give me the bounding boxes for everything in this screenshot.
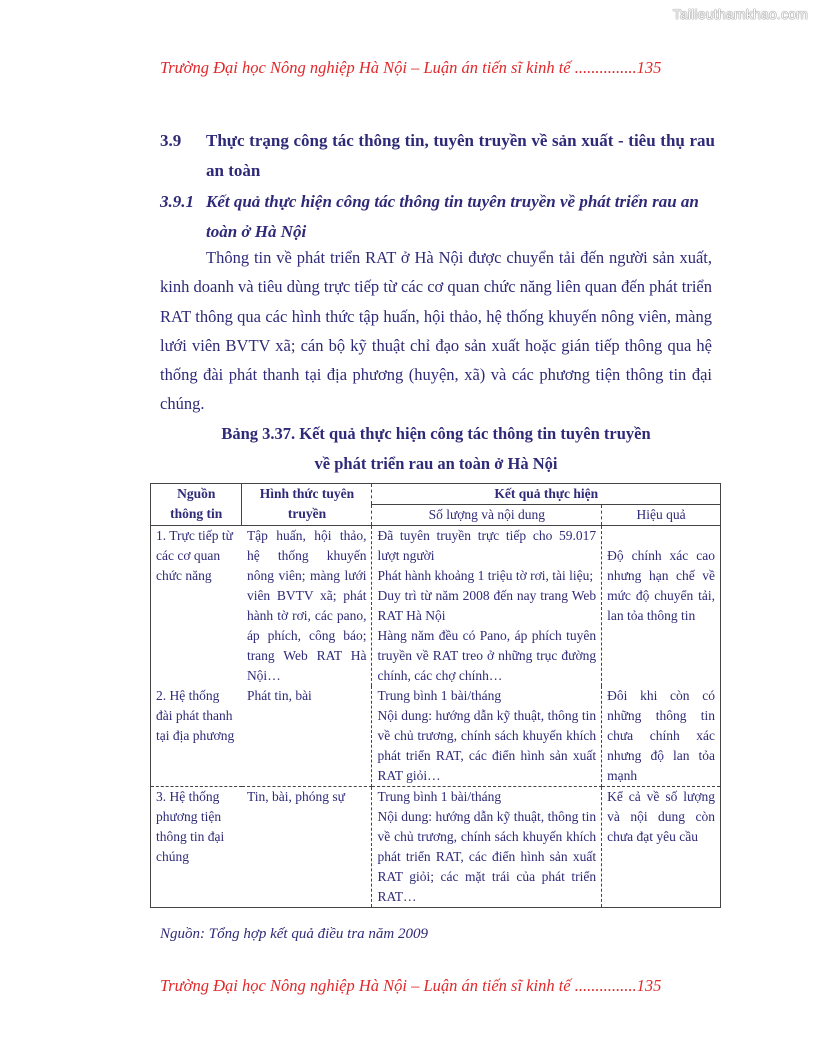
row1-source: 1. Trực tiếp từ các cơ quan chức năng — [151, 526, 242, 687]
row2-quantity-line: Nội dung: hướng dẫn kỹ thuật, thông tin về chủ trương, chính sách khuyến khích phát triển RAT, các điển hình sản xuất RAT giỏi… — [377, 708, 597, 783]
row3-quantity-line: Trung bình 1 bài/tháng — [377, 789, 502, 804]
row3-quantity-line: Nội dung: hướng dẫn kỹ thuật, thông tin về chủ trương, chính sách khuyến khích phát triển RAT, các điển hình sản xuất RAT giỏi; các mặt trái của phát triển RAT… — [377, 809, 597, 904]
row2-source: 2. Hệ thống đài phát thanh tại địa phương — [151, 686, 242, 787]
header-result: Kết quả thực hiện — [372, 484, 721, 505]
row2-form: Phát tin, bài — [242, 686, 372, 787]
row1-quantity — [372, 526, 602, 687]
running-header: Trường Đại học Nông nghiệp Hà Nội – Luận án tiến sĩ kinh tế ...............135 — [160, 58, 662, 77]
results-table — [150, 483, 721, 908]
subsection-heading — [160, 187, 715, 247]
header-quantity: Số lượng và nội dung — [372, 505, 602, 526]
section-title: Thực trạng công tác thông tin, tuyên truyền về sản xuất - tiêu thụ rau an toàn — [206, 131, 715, 180]
table-row — [151, 526, 721, 687]
subsection-title: Kết quả thực hiện công tác thông tin tuyên truyền về phát triển rau an toàn ở Hà Nội — [206, 192, 699, 241]
table-caption-line1: Bảng 3.37. Kết quả thực hiện công tác thông tin tuyên truyền — [221, 424, 651, 443]
header-source-line2: thông tin — [170, 506, 223, 521]
subsection-number: 3.9.1 — [160, 192, 194, 211]
row1-quantity-line: Duy trì từ năm 2008 đến nay trang Web RAT Hà Nội — [377, 588, 597, 623]
section-heading — [160, 126, 715, 186]
body-paragraph: Thông tin về phát triển RAT ở Hà Nội được chuyển tải đến người sản xuất, kinh doanh và tiêu dùng trực tiếp từ các cơ quan chức năng liên quan đến phát triển RAT thông qua các hình thức tập huấn, hội thảo, hệ thống khuyến nông viên, màng lưới viên BVTV xã; cán bộ kỹ thuật chỉ đạo sản xuất hoặc gián tiếp thông qua hệ thống đài phát thanh tại địa phương (huyện, xã) và các phương tiện thông tin đại chúng. — [160, 248, 712, 414]
header-form-line1: Hình thức tuyên — [259, 486, 355, 501]
header-source — [151, 484, 242, 526]
row1-quantity-line: Đã tuyên truyền trực tiếp cho 59.017 lượt người — [377, 528, 597, 563]
row1-effect: Độ chính xác cao nhưng hạn chế về mức độ chuyển tải, lan tỏa thông tin — [602, 526, 721, 687]
header-effect: Hiệu quả — [602, 505, 721, 526]
row1-quantity-line: Phát hành khoảng 1 triệu tờ rơi, tài liệu; — [377, 568, 594, 583]
watermark: Tailieuthamkhao.com — [672, 6, 808, 22]
row2-quantity — [372, 686, 602, 787]
table-caption-line2: về phát triển rau an toàn ở Hà Nội — [314, 454, 558, 473]
row1-form: Tập huấn, hội thảo, hệ thống khuyến nông viên; màng lưới viên BVTV xã; phát hành tờ rơi, các pano, áp phích, công báo; trang Web RAT Hà Nội… — [242, 526, 372, 687]
row3-quantity — [372, 787, 602, 908]
header-form — [242, 484, 372, 526]
table-row — [151, 686, 721, 787]
table-row — [151, 787, 721, 908]
source-note: Nguồn: Tổng hợp kết quả điều tra năm 2009 — [160, 926, 428, 942]
header-form-line2: truyền — [287, 506, 327, 521]
running-footer: Trường Đại học Nông nghiệp Hà Nội – Luận án tiến sĩ kinh tế ...............135 — [160, 976, 662, 995]
row1-quantity-line: Hàng năm đều có Pano, áp phích tuyên truyền về RAT treo ở những trục đường chính, các chợ chính… — [377, 628, 597, 683]
section-number: 3.9 — [160, 131, 182, 150]
header-source-line1: Nguồn — [177, 486, 216, 501]
row3-effect: Kể cả về số lượng và nội dung còn chưa đạt yêu cầu — [602, 787, 721, 908]
row2-effect: Đôi khi còn có những thông tin chưa chính xác nhưng độ lan tỏa mạnh — [602, 686, 721, 787]
row3-source: 3. Hệ thống phương tiện thông tin đại chúng — [151, 787, 242, 908]
row3-form: Tin, bài, phóng sự — [242, 787, 372, 908]
table-header-row — [151, 484, 721, 505]
row2-quantity-line: Trung bình 1 bài/tháng — [377, 688, 502, 703]
